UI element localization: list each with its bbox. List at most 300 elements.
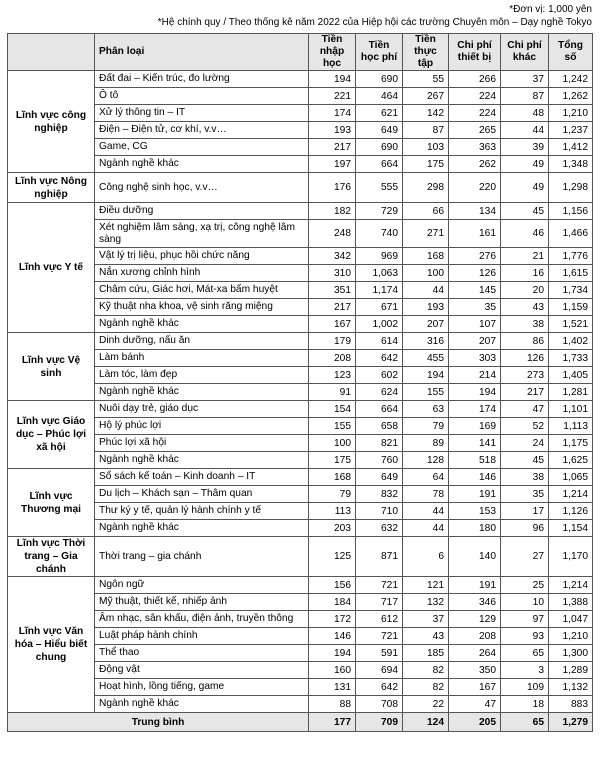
value-cell: 87 [501, 88, 549, 105]
average-value: 124 [403, 713, 449, 732]
value-cell: 217 [309, 299, 356, 316]
table-row [8, 401, 593, 418]
item-label: Làm tóc, làm đẹp [95, 367, 309, 384]
value-cell: 49 [501, 173, 549, 203]
value-cell: 103 [403, 139, 449, 156]
item-label: Luật pháp hành chính [95, 628, 309, 645]
value-cell: 91 [309, 384, 356, 401]
value-cell: 740 [356, 220, 403, 248]
value-cell: 132 [403, 594, 449, 611]
value-cell: 664 [356, 156, 403, 173]
table-row [8, 156, 593, 173]
value-cell: 45 [501, 203, 549, 220]
table-row [8, 220, 593, 248]
value-cell: 602 [356, 367, 403, 384]
value-cell: 123 [309, 367, 356, 384]
value-cell: 156 [309, 577, 356, 594]
value-cell: 1,289 [549, 662, 593, 679]
value-cell: 1,776 [549, 248, 593, 265]
item-label: Ngành nghề khác [95, 452, 309, 469]
value-cell: 25 [501, 577, 549, 594]
value-cell: 96 [501, 520, 549, 537]
value-cell: 1,214 [549, 577, 593, 594]
value-cell: 35 [449, 299, 501, 316]
value-cell: 1,242 [549, 71, 593, 88]
value-cell: 107 [449, 316, 501, 333]
item-label: Sổ sách kế toán – Kinh doanh – IT [95, 469, 309, 486]
value-cell: 464 [356, 88, 403, 105]
group-label: Lĩnh vực công nghiệp [8, 71, 95, 173]
value-cell: 64 [403, 469, 449, 486]
value-cell: 47 [449, 696, 501, 713]
table-row [8, 452, 593, 469]
value-cell: 1,348 [549, 156, 593, 173]
tuition-table [7, 33, 593, 732]
value-cell: 191 [449, 577, 501, 594]
value-cell: 3 [501, 662, 549, 679]
value-cell: 1,412 [549, 139, 593, 156]
group-label: Lĩnh vực Nông nghiệp [8, 173, 95, 203]
header-equipment-fee: Chi phí thiết bị [449, 34, 501, 71]
item-label: Game, CG [95, 139, 309, 156]
value-cell: 203 [309, 520, 356, 537]
value-cell: 207 [403, 316, 449, 333]
item-label: Xét nghiệm lâm sàng, xạ trị, công nghệ lâm sàng [95, 220, 309, 248]
value-cell: 109 [501, 679, 549, 696]
value-cell: 66 [403, 203, 449, 220]
value-cell: 1,615 [549, 265, 593, 282]
value-cell: 1,210 [549, 105, 593, 122]
table-row [8, 611, 593, 628]
value-cell: 273 [501, 367, 549, 384]
value-cell: 832 [356, 486, 403, 503]
item-label: Ô tô [95, 88, 309, 105]
item-label: Động vật [95, 662, 309, 679]
value-cell: 708 [356, 696, 403, 713]
header-category: Phân loại [95, 34, 309, 71]
value-cell: 1,065 [549, 469, 593, 486]
value-cell: 113 [309, 503, 356, 520]
group-label: Lĩnh vực Thương mại [8, 469, 95, 537]
table-row [8, 316, 593, 333]
value-cell: 1,156 [549, 203, 593, 220]
value-cell: 52 [501, 418, 549, 435]
unit-note: *Đơn vị: 1,000 yên [509, 4, 592, 15]
value-cell: 1,625 [549, 452, 593, 469]
value-cell: 193 [309, 122, 356, 139]
value-cell: 351 [309, 282, 356, 299]
value-cell: 217 [309, 139, 356, 156]
table-row [8, 203, 593, 220]
value-cell: 217 [501, 384, 549, 401]
table-row [8, 577, 593, 594]
value-cell: 134 [449, 203, 501, 220]
value-cell: 168 [309, 469, 356, 486]
value-cell: 1,170 [549, 537, 593, 577]
value-cell: 1,002 [356, 316, 403, 333]
item-label: Hộ lý phúc lợi [95, 418, 309, 435]
value-cell: 182 [309, 203, 356, 220]
value-cell: 48 [501, 105, 549, 122]
value-cell: 276 [449, 248, 501, 265]
value-cell: 21 [501, 248, 549, 265]
table-row [8, 384, 593, 401]
table-row [8, 71, 593, 88]
value-cell: 591 [356, 645, 403, 662]
value-cell: 79 [403, 418, 449, 435]
value-cell: 621 [356, 105, 403, 122]
value-cell: 208 [449, 628, 501, 645]
value-cell: 658 [356, 418, 403, 435]
group-label: Lĩnh vực Vệ sinh [8, 333, 95, 401]
item-label: Thời trang – gia chánh [95, 537, 309, 577]
value-cell: 160 [309, 662, 356, 679]
value-cell: 172 [309, 611, 356, 628]
table-row [8, 486, 593, 503]
value-cell: 65 [501, 645, 549, 662]
table-row [8, 173, 593, 203]
value-cell: 316 [403, 333, 449, 350]
table-row [8, 696, 593, 713]
value-cell: 44 [403, 503, 449, 520]
average-value: 709 [356, 713, 403, 732]
value-cell: 248 [309, 220, 356, 248]
table-row [8, 265, 593, 282]
group-label: Lĩnh vực Văn hóa – Hiểu biết chung [8, 577, 95, 713]
value-cell: 22 [403, 696, 449, 713]
item-label: Thư ký y tế, quản lý hành chính y tế [95, 503, 309, 520]
value-cell: 265 [449, 122, 501, 139]
value-cell: 193 [403, 299, 449, 316]
value-cell: 86 [501, 333, 549, 350]
table-row [8, 299, 593, 316]
value-cell: 175 [403, 156, 449, 173]
value-cell: 82 [403, 679, 449, 696]
value-cell: 555 [356, 173, 403, 203]
value-cell: 298 [403, 173, 449, 203]
item-label: Ngành nghề khác [95, 156, 309, 173]
value-cell: 883 [549, 696, 593, 713]
table-row [8, 367, 593, 384]
item-label: Điện – Điện tử, cơ khí, v.v… [95, 122, 309, 139]
source-note: *Hệ chính quy / Theo thống kê năm 2022 của Hiệp hội các trường Chuyên môn – Dạy nghề Tokyo [157, 17, 592, 28]
value-cell: 224 [449, 105, 501, 122]
value-cell: 45 [501, 452, 549, 469]
value-cell: 363 [449, 139, 501, 156]
value-cell: 44 [403, 520, 449, 537]
value-cell: 1,175 [549, 435, 593, 452]
value-cell: 1,132 [549, 679, 593, 696]
value-cell: 224 [449, 88, 501, 105]
value-cell: 167 [309, 316, 356, 333]
value-cell: 20 [501, 282, 549, 299]
value-cell: 1,101 [549, 401, 593, 418]
value-cell: 1,466 [549, 220, 593, 248]
value-cell: 153 [449, 503, 501, 520]
value-cell: 141 [449, 435, 501, 452]
value-cell: 121 [403, 577, 449, 594]
value-cell: 35 [501, 486, 549, 503]
value-cell: 82 [403, 662, 449, 679]
value-cell: 721 [356, 577, 403, 594]
item-label: Ngành nghề khác [95, 696, 309, 713]
value-cell: 154 [309, 401, 356, 418]
value-cell: 146 [309, 628, 356, 645]
value-cell: 55 [403, 71, 449, 88]
value-cell: 46 [501, 220, 549, 248]
value-cell: 194 [309, 645, 356, 662]
value-cell: 264 [449, 645, 501, 662]
value-cell: 44 [501, 122, 549, 139]
value-cell: 6 [403, 537, 449, 577]
value-cell: 221 [309, 88, 356, 105]
table-row [8, 662, 593, 679]
header-tuition: Tiền học phí [356, 34, 403, 71]
value-cell: 27 [501, 537, 549, 577]
value-cell: 131 [309, 679, 356, 696]
table-row [8, 122, 593, 139]
table-row [8, 537, 593, 577]
item-label: Du lịch – Khách sạn – Thâm quan [95, 486, 309, 503]
value-cell: 191 [449, 486, 501, 503]
value-cell: 175 [309, 452, 356, 469]
value-cell: 63 [403, 401, 449, 418]
table-row [8, 88, 593, 105]
value-cell: 38 [501, 469, 549, 486]
value-cell: 155 [309, 418, 356, 435]
table-row [8, 435, 593, 452]
value-cell: 1,174 [356, 282, 403, 299]
value-cell: 664 [356, 401, 403, 418]
item-label: Nắn xương chỉnh hình [95, 265, 309, 282]
table-row [8, 469, 593, 486]
value-cell: 1,300 [549, 645, 593, 662]
value-cell: 43 [403, 628, 449, 645]
value-cell: 47 [501, 401, 549, 418]
value-cell: 342 [309, 248, 356, 265]
value-cell: 43 [501, 299, 549, 316]
value-cell: 16 [501, 265, 549, 282]
value-cell: 146 [449, 469, 501, 486]
value-cell: 197 [309, 156, 356, 173]
value-cell: 184 [309, 594, 356, 611]
value-cell: 89 [403, 435, 449, 452]
table-row [8, 282, 593, 299]
table-row [8, 333, 593, 350]
table-row [8, 248, 593, 265]
value-cell: 671 [356, 299, 403, 316]
value-cell: 1,113 [549, 418, 593, 435]
value-cell: 10 [501, 594, 549, 611]
header-total: Tổng số [549, 34, 593, 71]
value-cell: 87 [403, 122, 449, 139]
item-label: Châm cứu, Giác hơi, Mát-xa bấm huyệt [95, 282, 309, 299]
value-cell: 88 [309, 696, 356, 713]
value-cell: 690 [356, 139, 403, 156]
value-cell: 49 [501, 156, 549, 173]
value-cell: 174 [309, 105, 356, 122]
table-row [8, 503, 593, 520]
value-cell: 220 [449, 173, 501, 203]
value-cell: 710 [356, 503, 403, 520]
average-value: 177 [309, 713, 356, 732]
value-cell: 194 [309, 71, 356, 88]
value-cell: 1,154 [549, 520, 593, 537]
value-cell: 455 [403, 350, 449, 367]
item-label: Kỹ thuật nha khoa, vệ sinh răng miệng [95, 299, 309, 316]
item-label: Phúc lợi xã hội [95, 435, 309, 452]
value-cell: 871 [356, 537, 403, 577]
value-cell: 79 [309, 486, 356, 503]
value-cell: 155 [403, 384, 449, 401]
value-cell: 174 [449, 401, 501, 418]
value-cell: 169 [449, 418, 501, 435]
value-cell: 1,405 [549, 367, 593, 384]
table-row [8, 594, 593, 611]
value-cell: 185 [403, 645, 449, 662]
value-cell: 1,734 [549, 282, 593, 299]
header-group-blank [8, 34, 95, 71]
item-label: Ngành nghề khác [95, 316, 309, 333]
value-cell: 100 [403, 265, 449, 282]
value-cell: 145 [449, 282, 501, 299]
value-cell: 24 [501, 435, 549, 452]
table-row [8, 628, 593, 645]
value-cell: 690 [356, 71, 403, 88]
value-cell: 642 [356, 679, 403, 696]
value-cell: 969 [356, 248, 403, 265]
item-label: Ngành nghề khác [95, 384, 309, 401]
value-cell: 1,126 [549, 503, 593, 520]
value-cell: 207 [449, 333, 501, 350]
value-cell: 1,214 [549, 486, 593, 503]
value-cell: 518 [449, 452, 501, 469]
value-cell: 129 [449, 611, 501, 628]
value-cell: 125 [309, 537, 356, 577]
header-practice-fee: Tiền thực tập [403, 34, 449, 71]
table-row [8, 679, 593, 696]
table-row [8, 350, 593, 367]
value-cell: 93 [501, 628, 549, 645]
item-label: Ngôn ngữ [95, 577, 309, 594]
table-header [8, 34, 593, 71]
value-cell: 1,063 [356, 265, 403, 282]
table-body [8, 71, 593, 732]
table-row [8, 105, 593, 122]
value-cell: 760 [356, 452, 403, 469]
value-cell: 262 [449, 156, 501, 173]
item-label: Đất đai – Kiến trúc, đo lường [95, 71, 309, 88]
value-cell: 214 [449, 367, 501, 384]
value-cell: 266 [449, 71, 501, 88]
value-cell: 821 [356, 435, 403, 452]
value-cell: 1,402 [549, 333, 593, 350]
item-label: Thể thao [95, 645, 309, 662]
table-row [8, 418, 593, 435]
value-cell: 624 [356, 384, 403, 401]
value-cell: 1,733 [549, 350, 593, 367]
notes [158, 3, 592, 29]
value-cell: 642 [356, 350, 403, 367]
value-cell: 126 [501, 350, 549, 367]
item-label: Vật lý trị liệu, phục hồi chức năng [95, 248, 309, 265]
average-value: 205 [449, 713, 501, 732]
value-cell: 37 [403, 611, 449, 628]
item-label: Làm bánh [95, 350, 309, 367]
average-row [8, 713, 593, 732]
item-label: Điều dưỡng [95, 203, 309, 220]
value-cell: 126 [449, 265, 501, 282]
item-label: Dinh dưỡng, nấu ăn [95, 333, 309, 350]
item-label: Mỹ thuật, thiết kế, nhiếp ảnh [95, 594, 309, 611]
value-cell: 38 [501, 316, 549, 333]
value-cell: 721 [356, 628, 403, 645]
value-cell: 649 [356, 469, 403, 486]
value-cell: 303 [449, 350, 501, 367]
value-cell: 161 [449, 220, 501, 248]
table-row [8, 139, 593, 156]
value-cell: 1,521 [549, 316, 593, 333]
header-enrollment-fee: Tiền nhập học [309, 34, 356, 71]
value-cell: 142 [403, 105, 449, 122]
value-cell: 78 [403, 486, 449, 503]
value-cell: 128 [403, 452, 449, 469]
value-cell: 1,262 [549, 88, 593, 105]
value-cell: 649 [356, 122, 403, 139]
value-cell: 168 [403, 248, 449, 265]
header-other-fee: Chi phí khác [501, 34, 549, 71]
value-cell: 39 [501, 139, 549, 156]
item-label: Nuôi dạy trẻ, giáo dục [95, 401, 309, 418]
value-cell: 167 [449, 679, 501, 696]
group-label: Lĩnh vực Thời trang – Gia chánh [8, 537, 95, 577]
value-cell: 717 [356, 594, 403, 611]
value-cell: 1,388 [549, 594, 593, 611]
item-label: Âm nhạc, sân khấu, điện ảnh, truyền thông [95, 611, 309, 628]
group-label: Lĩnh vực Y tế [8, 203, 95, 333]
value-cell: 1,281 [549, 384, 593, 401]
value-cell: 1,210 [549, 628, 593, 645]
item-label: Ngành nghề khác [95, 520, 309, 537]
value-cell: 1,159 [549, 299, 593, 316]
value-cell: 614 [356, 333, 403, 350]
value-cell: 100 [309, 435, 356, 452]
item-label: Hoạt hình, lồng tiếng, game [95, 679, 309, 696]
value-cell: 44 [403, 282, 449, 299]
average-value: 65 [501, 713, 549, 732]
value-cell: 729 [356, 203, 403, 220]
value-cell: 271 [403, 220, 449, 248]
table-row [8, 520, 593, 537]
value-cell: 1,047 [549, 611, 593, 628]
value-cell: 1,237 [549, 122, 593, 139]
value-cell: 176 [309, 173, 356, 203]
value-cell: 17 [501, 503, 549, 520]
table-row [8, 645, 593, 662]
value-cell: 180 [449, 520, 501, 537]
group-label: Lĩnh vực Giáo dục – Phúc lợi xã hội [8, 401, 95, 469]
value-cell: 194 [403, 367, 449, 384]
value-cell: 18 [501, 696, 549, 713]
value-cell: 1,298 [549, 173, 593, 203]
value-cell: 350 [449, 662, 501, 679]
average-label: Trung bình [8, 713, 309, 732]
value-cell: 37 [501, 71, 549, 88]
item-label: Công nghệ sinh học, v.v… [95, 173, 309, 203]
value-cell: 179 [309, 333, 356, 350]
value-cell: 97 [501, 611, 549, 628]
value-cell: 694 [356, 662, 403, 679]
